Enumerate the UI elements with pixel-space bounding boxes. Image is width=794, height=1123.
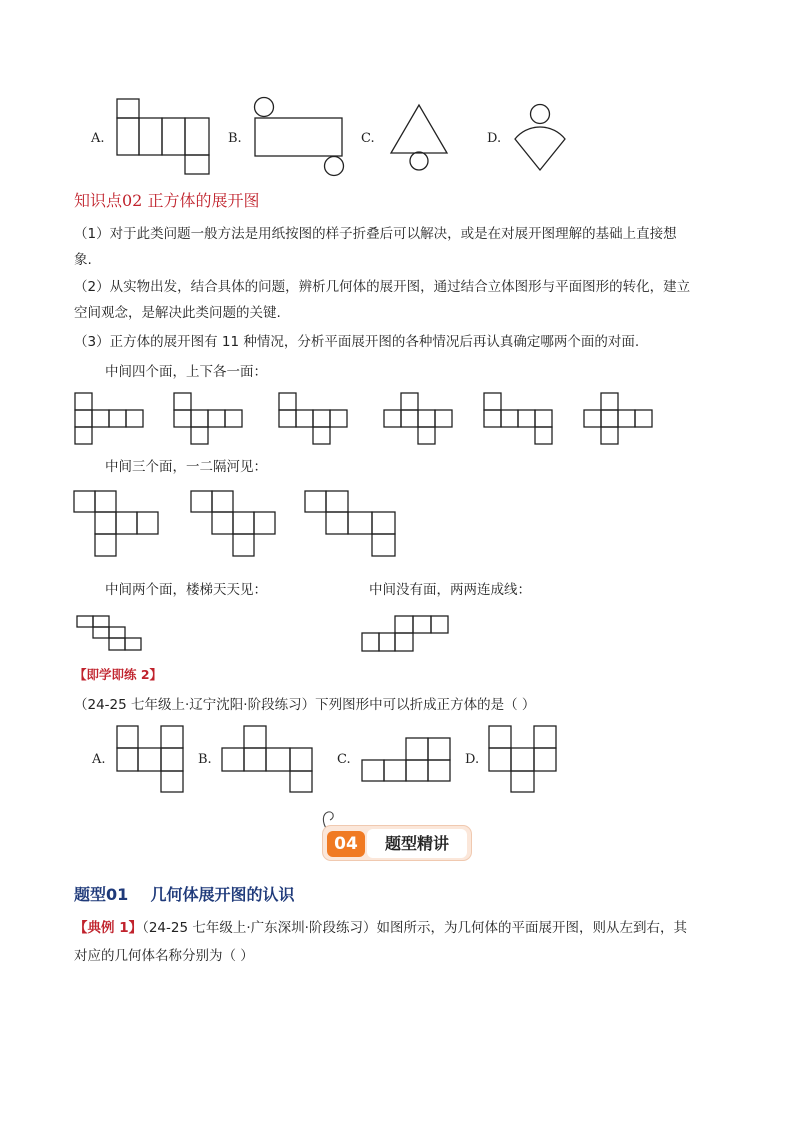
option-a-label: A. — [91, 131, 105, 146]
type-01-title: 题型01 几何体展开图的认识 — [74, 885, 295, 904]
paragraph-1-line-2: 象. — [74, 252, 92, 268]
option-b-label: B. — [228, 131, 242, 146]
banner-title: 题型精讲 — [367, 829, 467, 858]
practice-option-a-label: A. — [92, 752, 106, 767]
caption-1-4-1: 中间四个面，上下各一面： — [105, 364, 267, 380]
practice-option-d-label: D. — [465, 752, 480, 767]
practice-option-c-label: C. — [337, 752, 351, 767]
practice-tag: 【即学即练 2】 — [74, 667, 163, 682]
paragraph-2-line-2: 空间观念，是解决此类问题的关键. — [74, 305, 281, 321]
caption-2-2-2: 中间两个面，楼梯天天见： — [105, 582, 267, 598]
section-title-kp02: 知识点02 正方体的展开图 — [74, 191, 260, 210]
paragraph-2-line-1: （2）从实物出发，结合具体的问题，辨析几何体的展开图，通过结合立体图形与平面图形的转化，建立 — [74, 279, 691, 295]
example-line-1 — [74, 917, 687, 939]
option-c-label: C. — [361, 131, 375, 146]
practice-question: （24-25 七年级上·辽宁沈阳·阶段练习）下列图形中可以折成正方体的是（ ） — [74, 697, 536, 713]
paragraph-1-line-1: （1）对于此类问题一般方法是用纸按图的样子折叠后可以解决，或是在对展开图理解的基础上直接想 — [74, 226, 677, 242]
caption-2-3-1: 中间三个面，一二隔河见： — [105, 459, 267, 475]
example-tag: 【典例 1】 — [74, 920, 143, 936]
example-text-1: （24-25 七年级上·广东深圳·阶段练习）如图所示，为几何体的平面展开图，则从左到右，其 — [142, 920, 687, 936]
caption-3-3: 中间没有面，两两连成线： — [369, 582, 531, 598]
example-line-2: 对应的几何体名称分别为（ ） — [74, 948, 254, 964]
practice-option-b-label: B. — [198, 752, 212, 767]
paragraph-3: （3）正方体的展开图有 11 种情况，分析平面展开图的各种情况后再认真确定哪两个面的对面. — [74, 334, 640, 350]
banner-number-badge: 04 — [327, 831, 365, 857]
option-d-label: D. — [487, 131, 502, 146]
banner-section-04 — [322, 825, 472, 861]
